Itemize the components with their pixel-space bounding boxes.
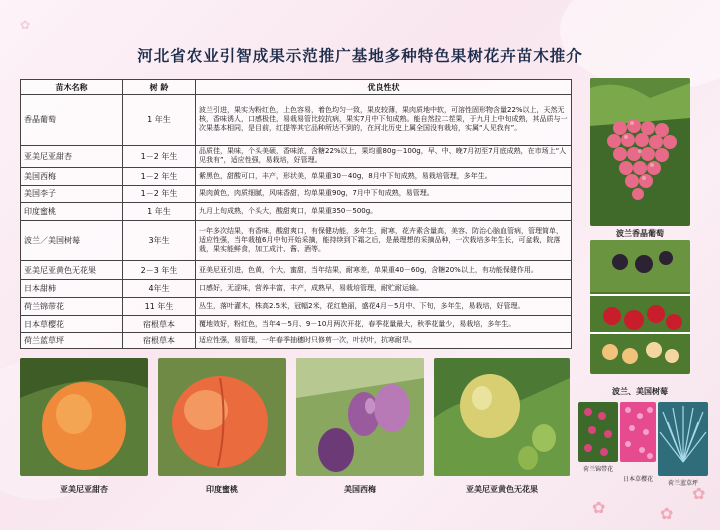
seedling-name-cell: 亚美尼亚甜杏 — [21, 145, 123, 167]
page-title: 河北省农业引智成果示范推广基地多种特色果树花卉苗木推介 — [137, 47, 583, 65]
tree-age-cell: 1－2 年生 — [123, 185, 196, 203]
seedling-name-cell: 香晶葡萄 — [21, 95, 123, 146]
column-header-age: 树 龄 — [123, 80, 196, 95]
tree-age-cell: 2－3 年生 — [123, 260, 196, 280]
table-row — [21, 315, 572, 333]
flower-decoration: ✿ — [692, 484, 706, 503]
plum-icon — [296, 358, 424, 476]
peach-photo — [158, 358, 286, 476]
table-row — [21, 167, 572, 185]
plum-photo — [296, 358, 424, 476]
apricot-caption: 亚美尼亚甜杏 — [60, 485, 108, 494]
column-header-name: 苗木名称 — [21, 80, 123, 95]
traits-cell: 口感好，无涩味，营养丰富，丰产，成熟早，易栽培管理，耐贮耐运输。 — [196, 280, 572, 298]
tree-age-cell: 1 年生 — [123, 203, 196, 221]
grape-photo — [590, 78, 690, 226]
tree-age-cell: 4年生 — [123, 280, 196, 298]
raspberry-icon — [590, 240, 690, 374]
traits-cell: 果肉黄色，肉质细腻，风味香甜，均单果重90g，7月中下旬成熟，易管理。 — [196, 185, 572, 203]
traits-cell: 波兰引进，果实为粉红色，上色容易，着色均匀一致，果皮较薄，果肉质地中软，可溶性固形物含量22%以上，天然无核，香味诱人，口感极佳，易栽易管比较抗病，果实7月中下旬成熟。能自然拉二茬果，于九月上中旬成熟，其品质与一次果基本相同，是目前，红提等其它品种所达不到的，在河北历史上属全国没有栽培，实属“人见我有”。 — [196, 95, 572, 146]
seedling-name-cell: 印度蜜桃 — [21, 203, 123, 221]
table-header-row — [21, 80, 572, 95]
fig-caption: 亚美尼亚黄色无花果 — [466, 485, 538, 494]
table-row — [21, 220, 572, 260]
seedling-name-cell: 美国李子 — [21, 185, 123, 203]
bluegrass-caption: 荷兰蓝草坪 — [667, 480, 698, 487]
seedling-name-cell: 波兰／美国树莓 — [21, 220, 123, 260]
apricot-photo — [20, 358, 148, 476]
traits-cell: 丛生，落叶灌木，株高2.5米，冠幅2米，花红艳丽，盛花4月－5月中、下旬，多年生，易栽培，好管理。 — [196, 298, 572, 316]
sakura-icon — [620, 402, 656, 462]
raspberry-caption: 波兰、美国树莓 — [612, 387, 668, 396]
traits-cell: 覆地效好，粉红色，当年4－5月、9－10月两次开花，春季花量最大，秋季花量少，易栽培，多年生。 — [196, 315, 572, 333]
raspberry-photo — [590, 240, 690, 374]
traits-cell: 九月上旬成熟，个头大，酸甜爽口，单果重350－500g。 — [196, 203, 572, 221]
bluegrass-photo — [658, 402, 708, 476]
tree-age-cell: 3年生 — [123, 220, 196, 260]
grape-caption: 波兰香晶葡萄 — [616, 229, 664, 238]
peach-icon — [158, 358, 286, 476]
tree-age-cell: 1－2 年生 — [123, 145, 196, 167]
table-row — [21, 260, 572, 280]
fig-photo — [434, 358, 570, 476]
bluegrass-icon — [658, 402, 708, 476]
weigela-icon — [578, 402, 618, 462]
weigela-photo — [578, 402, 618, 462]
traits-cell: 品质佳，果味，个头美硕，香味浓，含糖22%以上，果均重80g－100g，早、中、晚7月初至7月底成熟，在市场上“人见我有”，适应性强，易栽培，好管理。 — [196, 145, 572, 167]
column-header-traits: 优良性状 — [196, 80, 572, 95]
table-row — [21, 95, 572, 146]
table-row — [21, 280, 572, 298]
seedling-name-cell: 亚美尼亚黄色无花果 — [21, 260, 123, 280]
peach-caption: 印度蜜桃 — [206, 485, 238, 494]
seedling-name-cell: 荷兰锦带花 — [21, 298, 123, 316]
flower-decoration: ✿ — [660, 504, 674, 523]
flower-decoration: ✿ — [592, 498, 606, 517]
tree-age-cell: 宿根草本 — [123, 315, 196, 333]
sakura-photo — [620, 402, 656, 462]
plum-caption: 美国西梅 — [344, 485, 376, 494]
seedling-name-cell: 荷兰蓝草坪 — [21, 333, 123, 349]
seedling-name-cell: 日本甜柿 — [21, 280, 123, 298]
sakura-caption: 日本草樱花 — [622, 476, 653, 483]
grape-icon — [590, 78, 690, 226]
traits-cell: 亚美尼亚引进，色黄，个大，蜜甜，当年结果，耐寒差，单果重40－60g，含糖20%以上，有功能保健作用。 — [196, 260, 572, 280]
table-row — [21, 145, 572, 167]
table-row — [21, 203, 572, 221]
seedling-name-cell: 美国西梅 — [21, 167, 123, 185]
seedling-table — [20, 79, 572, 349]
table-row — [21, 298, 572, 316]
traits-cell: 适应性强，易管理，一年春季抽穗时只修剪一次，叶状叶，抗寒耐旱。 — [196, 333, 572, 349]
tree-age-cell: 1－2 年生 — [123, 167, 196, 185]
fig-icon — [434, 358, 570, 476]
weigela-caption: 荷兰锦带花 — [582, 466, 613, 473]
apricot-icon — [20, 358, 148, 476]
table-row — [21, 185, 572, 203]
tree-age-cell: 1 年生 — [123, 95, 196, 146]
traits-cell: 一年多次结果，有香味，酸甜爽口，有保健功能，多年生，耐寒，花卉素含量高，美容、防治心脑血管病，管理简单，适应性强，当年栽植6月中旬开始采摘，能持续到下霜之后，是最理想的采摘品种，一次栽培多年生长，可盆栽，院落栽，果实能鲜食，加工成汁、酱、酒等。 — [196, 220, 572, 260]
tree-age-cell: 11 年生 — [123, 298, 196, 316]
tree-age-cell: 宿根草本 — [123, 333, 196, 349]
traits-cell: 紫黑色，甜酸可口，丰产，形状美，单果重30－40g，8月中下旬成熟，易栽培管理，多年生。 — [196, 167, 572, 185]
flower-decoration: ✿ — [20, 18, 31, 32]
seedling-name-cell: 日本草樱花 — [21, 315, 123, 333]
table-row — [21, 333, 572, 349]
